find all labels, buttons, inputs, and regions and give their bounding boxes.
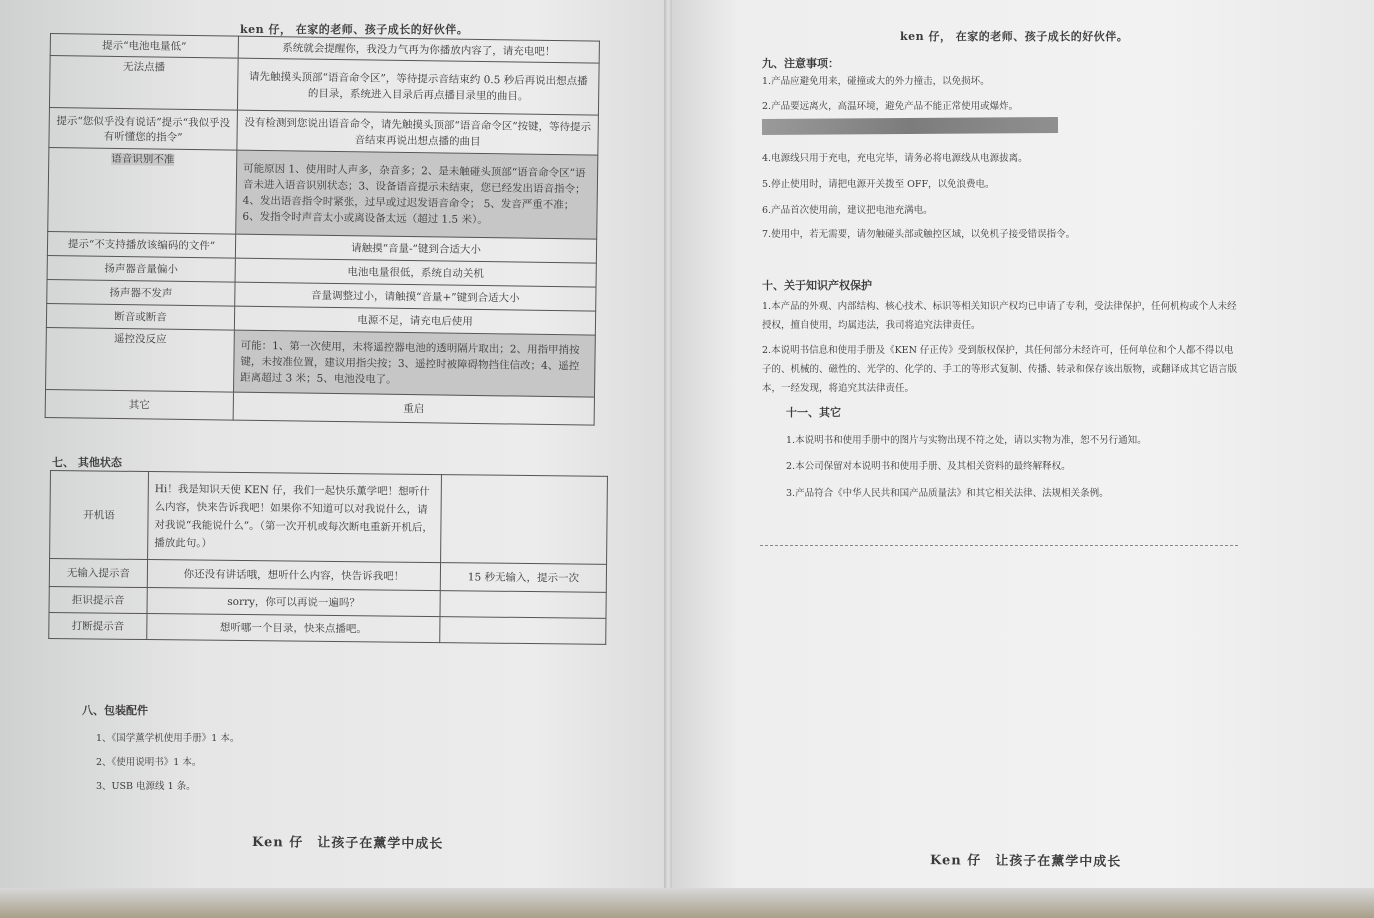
status-note-cell <box>441 475 608 565</box>
solution-cell: 请触摸“音量-”键到合适大小 <box>235 234 596 263</box>
ip-paragraph: 2.本说明书信息和使用手册及《KEN 仔正传》受到版权保护，其任何部分未经许可，任何单位和个人都不得以电子的、机械的、磁性的、光学的、化学的、手工的等形式复制、传播、转录和保存该出版物，或翻译成其它语言版本，一经发现，将追究其法律责任。 <box>762 345 1238 394</box>
solution-cell: 电池电量很低，系统自动关机 <box>235 258 596 287</box>
status-text-cell: 想听哪一个目录，快来点播吧。 <box>147 614 440 643</box>
problem-cell: 提示“您似乎没有说话”提示“我似乎没有听懂您的指令” <box>49 107 238 150</box>
solution-cell: 音量调整过小，请触摸“音量+”键到合适大小 <box>235 282 596 311</box>
status-name-cell: 开机语 <box>50 471 149 560</box>
section-10-title: 十、关于知识产权保护 <box>762 279 872 292</box>
problem-cell: 扬声器音量偏小 <box>47 255 235 282</box>
section-8-title: 八、包装配件 <box>82 704 148 717</box>
problem-cell: 提示“电池电量低” <box>50 34 238 59</box>
table-row <box>50 471 608 565</box>
list-item: 2.本公司保留对本说明书和使用手册、及其相关资料的最终解释权。 <box>786 461 1071 472</box>
table-row <box>46 327 596 397</box>
table-row <box>49 56 599 116</box>
redacted-bar <box>762 117 1058 135</box>
status-text-cell: 你还没有讲话哦，想听什么内容，快告诉我吧！ <box>147 560 440 591</box>
problem-text: 语音识别不准 <box>111 152 175 166</box>
list-item: 3.产品符合《中华人民共和国产品质量法》和其它相关法律、法规相关条例。 <box>786 488 1109 499</box>
section-11-title: 十一、其它 <box>786 406 841 419</box>
list-item: 7.使用中，若无需要，请勿触碰头部或触控区域，以免机子接受错误指令。 <box>762 229 1076 240</box>
status-note-cell <box>440 617 606 645</box>
left-page-footer: Ken 仔 让孩子在薰学中成长 <box>251 834 444 853</box>
list-item: 6.产品首次使用前，建议把电池充满电。 <box>762 205 933 216</box>
left-page-header: ken 仔， 在家的老师、孩子成长的好伙伴。 <box>240 23 469 36</box>
right-page-footer: Ken 仔 让孩子在薰学中成长 <box>929 853 1122 870</box>
status-note-cell: 15 秒无输入，提示一次 <box>440 563 606 593</box>
problem-cell: 提示“不支持播放该编码的文件” <box>47 231 235 258</box>
ip-paragraph: 1.本产品的外观、内部结构、核心技术、标识等相关知识产权均已申请了专利，受法律保护，任何机构或个人未经授权，擅自使用，均属违法，我司将追究法律责任。 <box>762 301 1237 331</box>
table-row <box>49 612 606 644</box>
solution-cell: 没有检测到您说出语音命令，请先触摸头顶部“语音命令区”按键，等待提示音结束再说出想点播的曲目 <box>237 110 599 155</box>
section-7-title: 七、 其他状态 <box>52 456 122 469</box>
problem-cell <box>48 147 237 234</box>
problem-cell: 遥控没反应 <box>46 327 235 392</box>
list-item: 3、USB 电源线 1 条。 <box>96 781 196 792</box>
list-item: 2.产品要远离火，高温环境，避免产品不能正常使用或爆炸。 <box>762 101 1019 112</box>
list-item: 1.产品应避免用来，碰撞或大的外力撞击，以免损坏。 <box>762 76 990 87</box>
solution-cell: 可能：1、第一次使用，未将遥控器电池的透明隔片取出；2、用指甲捎按键，未按准位置，建议用指尖按；3、遥控时被障碍物挡住信改；4、遥控距离超过 3 米；5、电池没电了。 <box>234 330 596 397</box>
table-row <box>48 147 598 239</box>
problem-cell: 无法点播 <box>49 56 238 111</box>
status-note-cell <box>440 591 606 619</box>
status-name-cell: 拒识提示音 <box>49 586 147 613</box>
list-item: 2、《使用说明书》1 本。 <box>96 757 202 768</box>
list-item: 1、《国学薰学机使用手册》1 本。 <box>96 733 240 744</box>
dashed-divider <box>760 545 1238 546</box>
other-status-table <box>48 470 608 645</box>
book-spine <box>664 0 672 918</box>
problem-cell: 其它 <box>45 389 233 420</box>
solution-cell: 重启 <box>233 392 594 425</box>
status-name-cell: 无输入提示音 <box>49 559 147 588</box>
status-name-cell: 打断提示音 <box>49 612 147 639</box>
right-page-header: ken 仔， 在家的老师、孩子成长的好伙伴。 <box>900 30 1129 43</box>
status-text-cell: sorry，你可以再说一遍吗？ <box>147 588 440 617</box>
page-bottom-edge <box>0 888 1374 918</box>
solution-cell: 系统就会提醒你，我没力气再为你播放内容了，请充电吧！ <box>238 36 599 63</box>
solution-cell: 请先触摸头顶部“语音命令区”，等待提示音结束约 0.5 秒后再说出想点播的目录，系统进入目录后再点播目录里的曲目。 <box>237 58 599 115</box>
problem-cell: 断音或断音 <box>46 303 234 330</box>
list-item: 4.电源线只用于充电，充电完毕，请务必将电源线从电源拔离。 <box>762 153 1028 164</box>
list-item: 5.停止使用时，请把电源开关拨至 OFF，以免浪费电。 <box>762 179 995 190</box>
solution-cell: 可能原因 1、使用时人声多，杂音多；2、是未触碰头顶部“语音命令区”语音未进入语音识别状态；3、设备语音提示未结束，您已经发出语音指令；4、发出语音指令时紧张，过早或过迟发语音命令； 5、发音严重不准；6、发指令时声音太小或离设备太远（超过 1.5 米）。 <box>236 150 598 239</box>
status-text-cell: Hi！我是知识天使 KEN 仔，我们一起快乐薰学吧！想听什么内容，快来告诉我吧！如果你不知道可以对我说什么，请对我说“我能说什么”。（第一次开机或每次断电重新开机后，播放此句。） <box>148 472 442 563</box>
troubleshooting-table <box>45 33 600 426</box>
solution-cell: 电源不足，请充电后使用 <box>234 306 595 335</box>
problem-cell: 扬声器不发声 <box>47 279 235 306</box>
list-item: 1.本说明书和使用手册中的图片与实物出现不符之处，请以实物为准，恕不另行通知。 <box>786 435 1147 446</box>
section-9-title: 九、注意事项： <box>762 57 839 70</box>
